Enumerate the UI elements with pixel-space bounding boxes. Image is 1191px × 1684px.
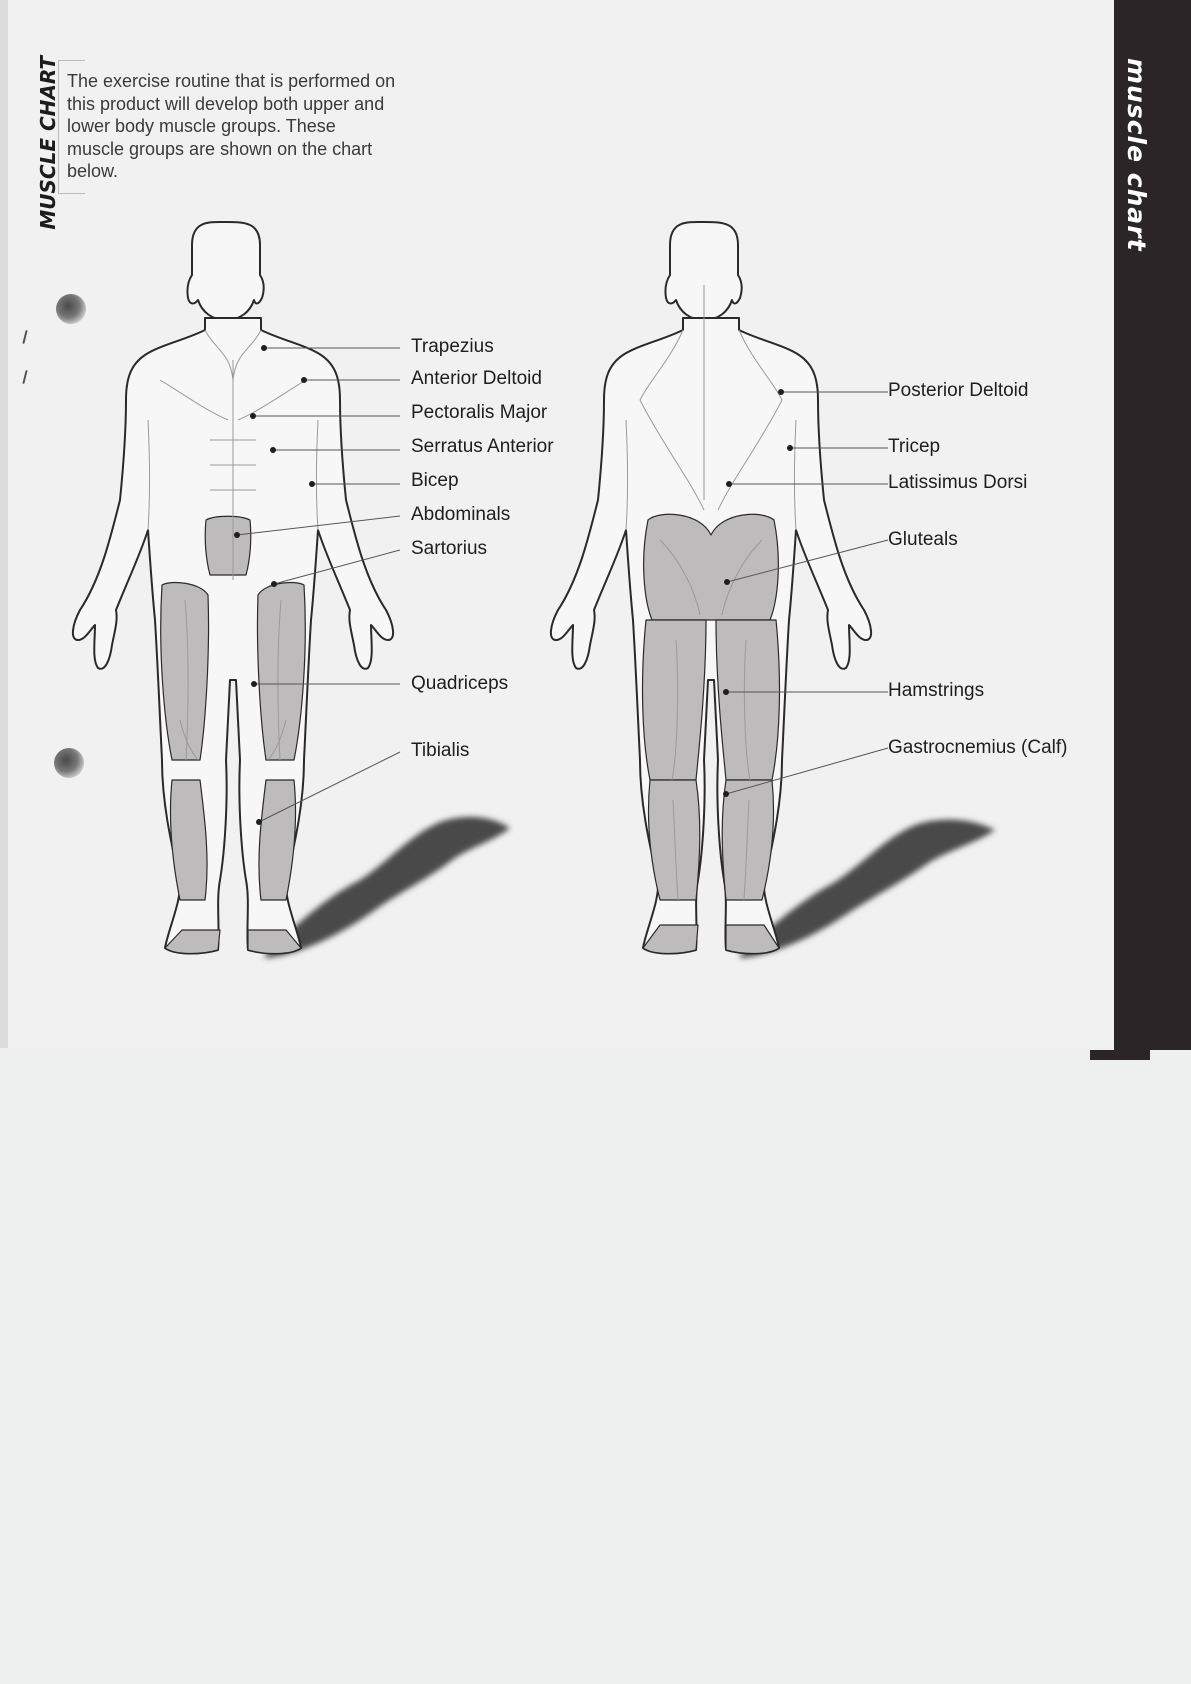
- label-anterior-deltoid: Anterior Deltoid: [411, 368, 542, 389]
- label-sartorius: Sartorius: [411, 538, 488, 559]
- back-figure-shadow: [740, 820, 995, 958]
- back-calf-right: [722, 780, 773, 900]
- back-hamstring-right: [716, 620, 779, 780]
- back-torso: [551, 318, 871, 954]
- label-quadriceps: Quadriceps: [411, 673, 509, 694]
- label-posterior-deltoid: Posterior Deltoid: [888, 380, 1029, 401]
- front-shin-left: [170, 780, 207, 900]
- label-trapezius: Trapezius: [411, 336, 494, 357]
- front-abdominals: [205, 516, 251, 575]
- label-tibialis: Tibialis: [411, 740, 470, 761]
- back-hamstring-left: [643, 620, 706, 780]
- back-calf-left: [648, 780, 699, 900]
- label-gastrocnemius: Gastrocnemius (Calf): [888, 737, 1068, 758]
- intro-paragraph: The exercise routine that is performed on this product will develop both upper and lower body muscle groups. These muscle groups are shown on the chart below.: [67, 71, 396, 181]
- label-tricep: Tricep: [888, 436, 941, 457]
- section-tab-title: muscle chart: [1122, 58, 1151, 252]
- section-tab-edge: [1090, 1050, 1150, 1060]
- front-quad-right: [257, 582, 305, 760]
- label-latissimus-dorsi: Latissimus Dorsi: [888, 472, 1028, 493]
- page-heading: MUSCLE CHART: [36, 56, 60, 230]
- label-bicep: Bicep: [411, 470, 459, 491]
- label-gluteals: Gluteals: [888, 529, 958, 550]
- front-figure: [73, 222, 393, 954]
- label-pectoralis-major: Pectoralis Major: [411, 402, 548, 423]
- label-abdominals: Abdominals: [411, 504, 511, 525]
- front-head: [187, 222, 263, 320]
- label-serratus-anterior: Serratus Anterior: [411, 436, 554, 457]
- front-shin-right: [259, 780, 296, 900]
- front-quad-left: [161, 582, 209, 760]
- back-figure: [551, 222, 871, 954]
- label-hamstrings: Hamstrings: [888, 680, 985, 701]
- back-feet: [643, 925, 779, 954]
- front-figure-shadow: [265, 817, 510, 958]
- blank-scan-area: [0, 1048, 1191, 1684]
- front-feet: [165, 930, 301, 954]
